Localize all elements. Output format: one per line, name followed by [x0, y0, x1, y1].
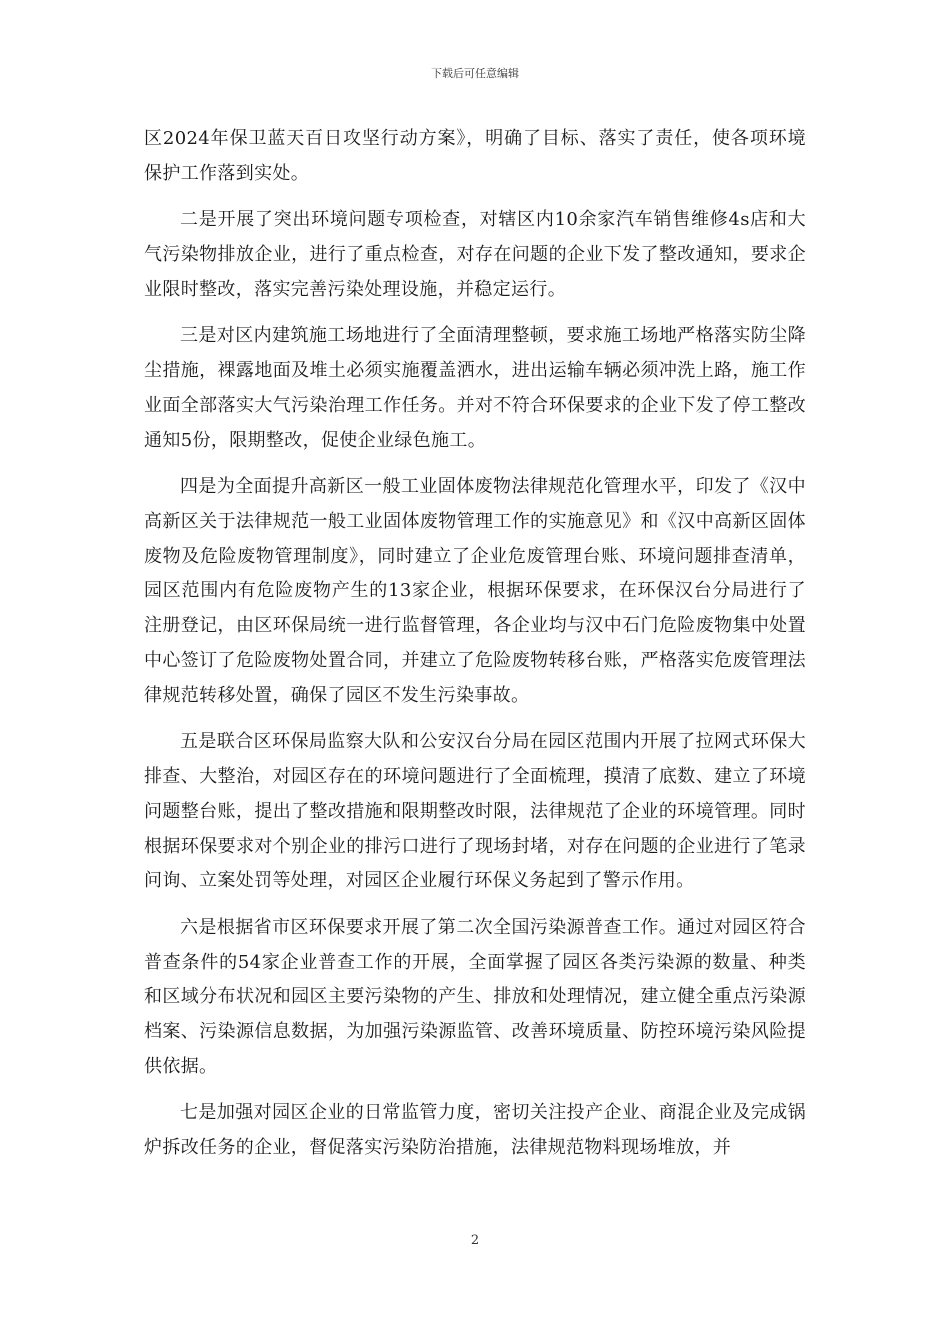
paragraph-item-6: 六是根据省市区环保要求开展了第二次全国污染源普查工作。通过对园区符合普查条件的54家企业普查工作的开展，全面掌握了园区各类污染源的数量、种类和区域分布状况和园区主要污染物的产生、排放和处理情况，建立健全重点污染源档案、污染源信息数据，为加强污染源监管、改善环境质量、防控环境污染风险提供依据。 [144, 916, 806, 1077]
paragraph-item-4: 四是为全面提升高新区一般工业固体废物法律规范化管理水平，印发了《汉中高新区关于法律规范一般工业固体废物管理工作的实施意见》和《汉中高新区固体废物及危险废物管理制度》，同时建立了企业危废管理台账、环境问题排查清单，园区范围内有危险废物产生的13家企业，根据环保要求，在环保汉台分局进行了注册登记，由区环保局统一进行监督管理，各企业均与汉中石门危险废物集中处置中心签订了危险废物处置合同，并建立了危险废物转移台账，严格落实危废管理法律规范转移处置，确保了园区不发生污染事故。 [144, 475, 806, 706]
paragraph-item-2: 二是开展了突出环境问题专项检查，对辖区内10余家汽车销售维修4s店和大气污染物排放企业，进行了重点检查，对存在问题的企业下发了整改通知，要求企业限时整改，落实完善污染处理设施，并稳定运行。 [144, 209, 806, 300]
paragraph-continuation: 区2024年保卫蓝天百日攻坚行动方案》，明确了目标、落实了责任，使各项环境保护工作落到实处。 [144, 128, 806, 184]
document-body [144, 122, 806, 1177]
page-header: 下载后可任意编辑 [431, 67, 519, 80]
paragraph-item-7: 七是加强对园区企业的日常监管力度，密切关注投产企业、商混企业及完成锅炉拆改任务的企业，督促落实污染防治措施，法律规范物料现场堆放，并 [144, 1102, 806, 1159]
page-number: 2 [470, 1233, 480, 1248]
paragraph-item-3: 三是对区内建筑施工场地进行了全面清理整顿，要求施工场地严格落实防尘降尘措施，裸露地面及堆土必须实施覆盖洒水，进出运输车辆必须冲洗上路，施工作业面全部落实大气污染治理工作任务。并对不符合环保要求的企业下发了停工整改通知5份，限期整改，促使企业绿色施工。 [144, 325, 806, 451]
paragraph-item-5: 五是联合区环保局监察大队和公安汉台分局在园区范围内开展了拉网式环保大排查、大整治，对园区存在的环境问题进行了全面梳理，摸清了底数、建立了环境问题整台账，提出了整改措施和限期整改时限，法律规范了企业的环境管理。同时根据环保要求对个别企业的排污口进行了现场封堵，对存在问题的企业进行了笔录问询、立案处罚等处理，对园区企业履行环保义务起到了警示作用。 [144, 731, 806, 892]
